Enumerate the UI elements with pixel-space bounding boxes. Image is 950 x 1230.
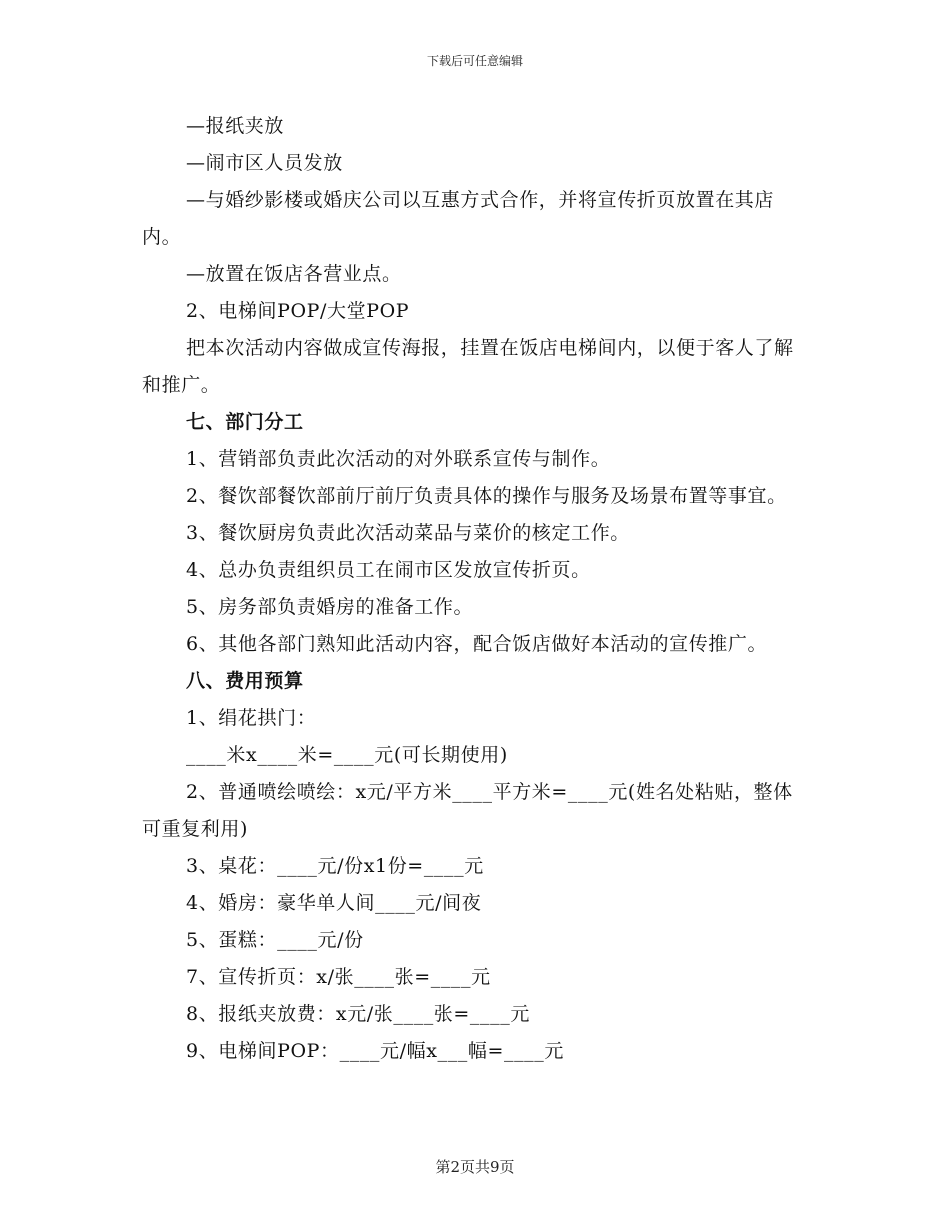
paragraph: 5、房务部负责婚房的准备工作。 [186,596,474,618]
paragraph: —放置在饭店各营业点。 [186,263,402,285]
section-heading: 八、费用预算 [186,670,304,692]
paragraph: 2、电梯间POP/大堂POP [186,300,410,322]
paragraph: —报纸夹放 [186,115,285,137]
paragraph: 1、营销部负责此次活动的对外联系宣传与制作。 [186,448,611,470]
paragraph: —与婚纱影楼或婚庆公司以互惠方式合作，并将宣传折页放置在其店内。 [142,189,775,248]
paragraph: 9、电梯间POP：____元/幅x___幅=____元 [186,1040,564,1062]
page-footer: 第2页共9页 [435,1158,515,1176]
paragraph: 2、普通喷绘喷绘：x元/平方米____平方米=____元(姓名处粘贴，整体可重复利用) [142,781,793,840]
paragraph: 6、其他各部门熟知此活动内容，配合饭店做好本活动的宣传推广。 [186,633,768,655]
section-heading: 七、部门分工 [186,411,304,433]
paragraph: —闹市区人员发放 [186,152,343,174]
paragraph: 3、餐饮厨房负责此次活动菜品与菜价的核定工作。 [186,522,630,544]
document-body [142,108,812,1070]
paragraph: ____米x____米=____元(可长期使用) [186,744,508,766]
paragraph: 把本次活动内容做成宣传海报，挂置在饭店电梯间内，以便于客人了解和推广。 [142,337,794,396]
page-header: 下载后可任意编辑 [426,54,523,68]
paragraph: 4、总办负责组织员工在闹市区发放宣传折页。 [186,559,591,581]
paragraph: 1、绢花拱门： [186,707,317,729]
paragraph: 8、报纸夹放费：x元/张____张=____元 [186,1003,530,1025]
paragraph: 4、婚房：豪华单人间____元/间夜 [186,892,482,914]
paragraph: 7、宣传折页：x/张____张=____元 [186,966,491,988]
paragraph: 5、蛋糕：____元/份 [186,929,364,951]
paragraph: 3、桌花：____元/份x1份=____元 [186,855,484,877]
paragraph: 2、餐饮部餐饮部前厅前厅负责具体的操作与服务及场景布置等事宜。 [186,485,787,507]
